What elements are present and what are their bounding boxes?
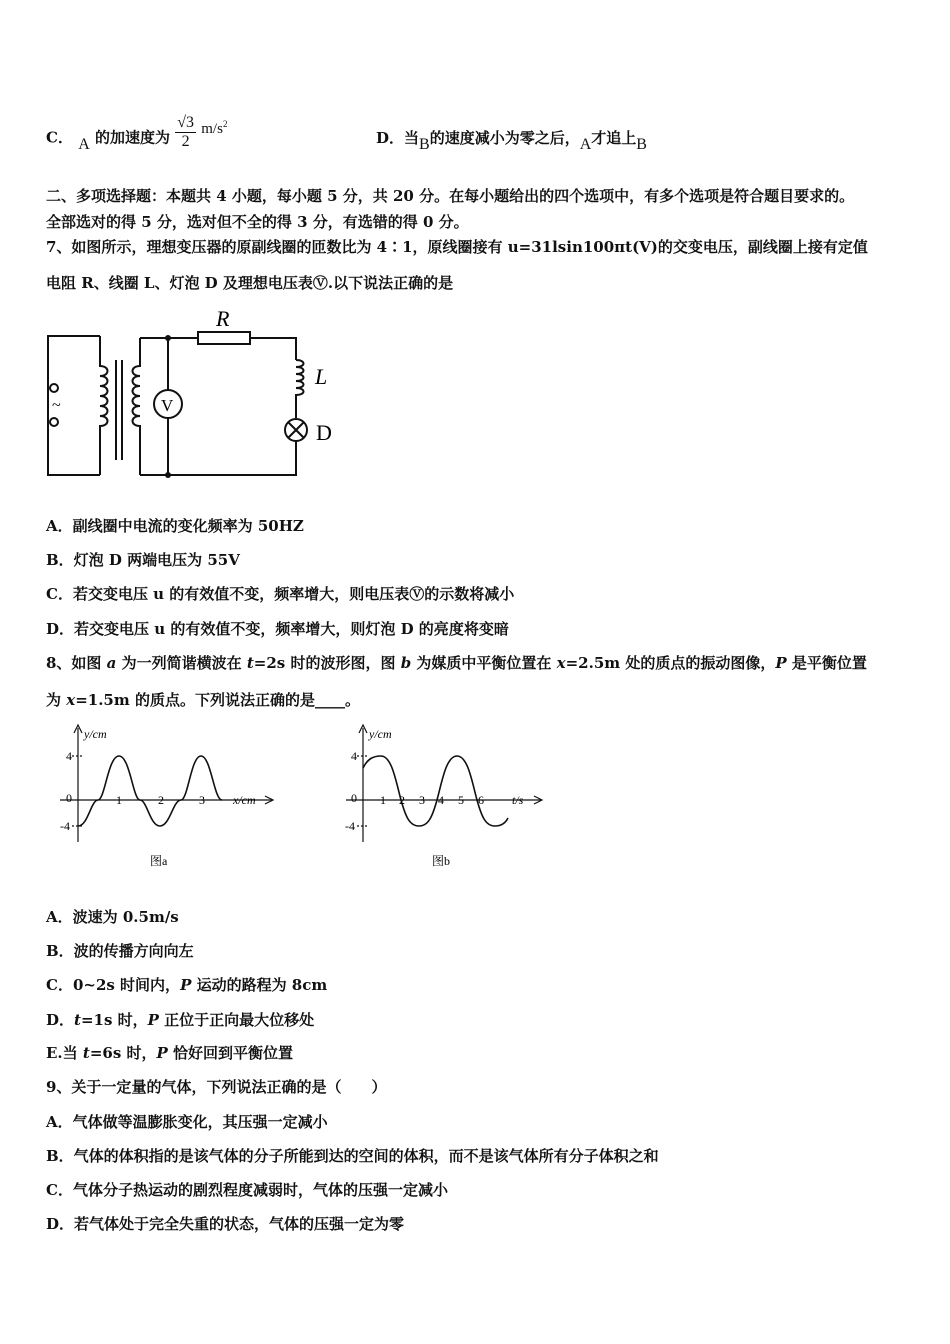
bottom-wire	[140, 441, 296, 475]
x-tick-label: 1	[116, 793, 122, 807]
q6-option-c	[46, 114, 228, 157]
wave-curve-b	[363, 756, 508, 826]
wave-curve-a	[78, 756, 222, 826]
option-c-prefix: C．	[46, 128, 73, 147]
figure-a-wave-graph	[50, 722, 280, 872]
q8-text: 为一列简谐横波在	[116, 654, 247, 672]
unit-base: m/s	[201, 120, 223, 137]
y-axis-label: y/cm	[369, 727, 392, 741]
q8-stem-line1	[46, 653, 867, 673]
y-axis-label: y/cm	[84, 727, 107, 741]
q9-option-a: A．气体做等温膨胀变化，其压强一定减小	[46, 1113, 328, 1131]
q9-option-d: D．若气体处于完全失重的状态，气体的压强一定为零	[46, 1215, 405, 1233]
fraction	[175, 114, 196, 151]
origin-label: 0	[351, 791, 357, 805]
primary-coil	[100, 336, 108, 475]
x-tick-label: 2	[399, 793, 405, 807]
section2-line2: 全部选对的得 5 分，选对但不全的得 3 分，有选错的得 0 分。	[46, 213, 469, 231]
x-tick-label: 6	[478, 793, 484, 807]
q8-option-text: D．	[46, 1011, 75, 1029]
q8-var: b	[400, 654, 412, 672]
var-b: B	[419, 136, 430, 153]
q9-option-c: C．气体分子热运动的剧烈程度减弱时，气体的压强一定减小	[46, 1181, 448, 1199]
inductor-L	[296, 360, 304, 418]
x-tick-label: 3	[199, 793, 205, 807]
figure-b-vibration-graph	[336, 722, 546, 872]
y-tick-label: -4	[60, 819, 70, 833]
option-d-text1: 的速度减小为零之后，	[429, 129, 580, 147]
terminal-top	[50, 384, 58, 392]
q7-option-b: B．灯泡 D 两端电压为 55V	[46, 551, 240, 569]
q8-var: x	[66, 691, 76, 709]
q8-option-text: 运动的路程为 8cm	[191, 976, 328, 994]
q7-stem-line2: 电阻 R、线圈 L、灯泡 D 及理想电压表Ⓥ.以下说法正确的是	[46, 274, 454, 292]
q8-text: 为	[46, 691, 67, 709]
q8-text: 为媒质中平衡位置在	[411, 654, 557, 672]
section2-line1: 二、多项选择题：本题共 4 小题，每小题 5 分，共 20 分。在每小题给出的四个选项中，有多个选项是符合题目要求的。	[46, 187, 855, 205]
ac-source-symbol: ~	[52, 397, 61, 414]
y-tick-label: 4	[351, 749, 357, 763]
q8-option-c	[46, 975, 327, 995]
x-axis-label: x/cm	[233, 793, 256, 807]
q8-text: =2.5m 处的质点的振动图像，	[565, 654, 776, 672]
q8-var: t	[246, 654, 254, 672]
label-L: L	[315, 364, 328, 389]
figure-b-caption: 图b	[432, 854, 451, 868]
q8-text: =2s 时的波形图，图	[253, 654, 401, 672]
figure-a-caption: 图a	[150, 854, 168, 868]
q7-stem-line1: 7、如图所示，理想变压器的原副线圈的匝数比为 4∶1，原线圈接有 u=31lsin100πt(V)的交变电压，副线圈上接有定值	[46, 238, 868, 256]
q8-text: 8、如图	[46, 654, 107, 672]
label-D: D	[316, 420, 332, 445]
unit-exponent: 2	[222, 118, 228, 129]
x-axis-label: t/s	[512, 793, 524, 807]
q8-text: =1.5m 的质点。下列说法正确的是____。	[75, 691, 360, 709]
q8-option-b: B．波的传播方向向左	[46, 942, 194, 960]
q8-stem-line2	[46, 690, 360, 710]
q8-option-e	[46, 1043, 293, 1063]
q8-var: t	[82, 1044, 90, 1062]
option-c-text: 的加速度为	[94, 128, 170, 147]
top-wire-2	[250, 338, 296, 360]
fraction-numerator: √3	[177, 114, 195, 131]
q7-option-a: A．副线圈中电流的变化频率为 50HZ	[46, 517, 304, 535]
q8-var: P	[147, 1011, 159, 1029]
q8-option-text: 正位于正向最大位移处	[158, 1011, 315, 1029]
transformer-circuit	[40, 300, 350, 485]
q8-option-text: =6s 时，	[89, 1044, 157, 1062]
q8-option-text: E.当	[46, 1044, 83, 1062]
unit	[201, 118, 228, 137]
q9-option-b: B．气体的体积指的是该气体的分子所能到达的空间的体积，而不是该气体所有分子体积之和	[46, 1147, 659, 1165]
junction-bottom	[165, 472, 171, 478]
q7-option-d: D．若交变电压 u 的有效值不变，频率增大，则灯泡 D 的亮度将变暗	[46, 620, 509, 638]
x-tick-label: 5	[458, 793, 464, 807]
origin-label: 0	[66, 791, 72, 805]
option-d-text2: 才追上	[591, 129, 637, 147]
label-R: R	[216, 306, 230, 331]
q7-option-c: C．若交变电压 u 的有效值不变，频率增大，则电压表Ⓥ的示数将减小	[46, 585, 515, 603]
q8-var: P	[180, 976, 192, 994]
q8-option-d	[46, 1010, 314, 1030]
var-b: B	[636, 136, 647, 153]
q6-option-d	[376, 128, 647, 153]
q8-var: P	[156, 1044, 168, 1062]
q8-option-text: =1s 时，	[80, 1011, 148, 1029]
junction-top	[165, 335, 171, 341]
q8-var: t	[74, 1011, 81, 1029]
y-tick-label: 4	[66, 749, 72, 763]
secondary-coil	[133, 338, 141, 475]
q8-var: x	[556, 654, 566, 672]
x-tick-label: 1	[380, 793, 386, 807]
label-V: V	[161, 396, 174, 415]
terminal-bottom	[50, 418, 58, 426]
q9-stem: 9、关于一定量的气体，下列说法正确的是（ ）	[46, 1078, 387, 1096]
y-tick-label: -4	[345, 819, 355, 833]
resistor-R	[198, 332, 250, 344]
q8-var: P	[775, 654, 787, 672]
q8-option-a: A．波速为 0.5m/s	[46, 908, 179, 926]
fraction-denominator: 2	[181, 133, 190, 150]
q8-text: 是平衡位置	[786, 654, 867, 672]
x-tick-label: 2	[158, 793, 164, 807]
x-tick-label: 4	[438, 793, 444, 807]
var-a: A	[579, 136, 592, 153]
option-d-prefix: D．当	[376, 129, 420, 147]
q8-option-text: C．0~2s 时间内，	[46, 976, 181, 994]
q8-option-text: 恰好回到平衡位置	[167, 1044, 294, 1062]
var-a: A	[78, 135, 90, 153]
q8-var: a	[106, 654, 117, 672]
x-tick-label: 3	[419, 793, 425, 807]
